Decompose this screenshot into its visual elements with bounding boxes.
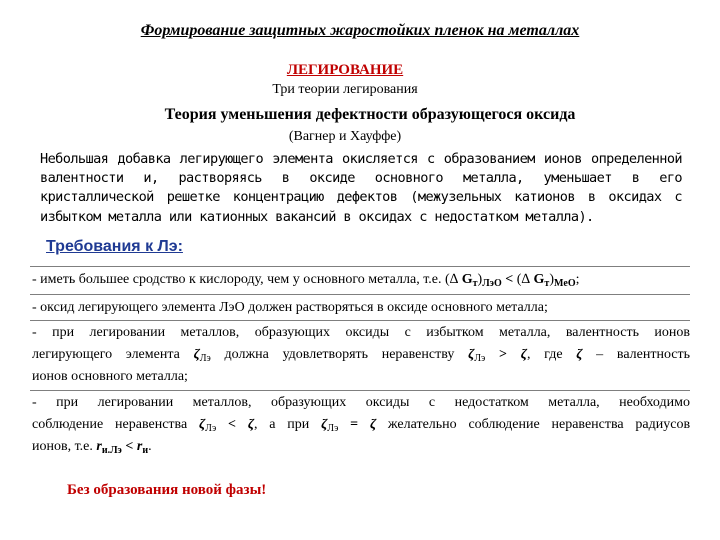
requirements-heading: Требования к Лэ:: [46, 238, 183, 255]
authors: (Вагнер и Хауффе): [288, 129, 402, 144]
theory-paragraph: Небольшая добавка легирующего элемента окисляется с образованием ионов определенной валентности и, растворяясь в оксиде основного металла, уменьшает в его кристаллической решетке концентрацию дефектов (межузельных катионов в оксидах с избытком металла или катионных вакансий в оксидах с недостатком металла).: [40, 151, 682, 225]
theory-title: Теория уменьшения дефектности образующегося оксида: [164, 106, 576, 123]
subtitle: Три теории легирования: [272, 82, 418, 97]
divider: [30, 266, 690, 267]
section-heading: ЛЕГИРОВАНИЕ: [286, 62, 404, 78]
requirement-4: - при легировании металлов, образующих оксиды с недостатком металла, необходимо соблюдение неравенства $\zeta_{Лэ} < \zeta$, а при $\zeta_{Лэ} = \zeta$ желательно соблюдение неравенства радиусов ионов, т.е. $r_{и.Лэ} < r_и$.: [32, 395, 691, 456]
divider: [30, 320, 690, 321]
requirement-3: - при легировании металлов, образующих оксиды с избытком металла, валентность ионов легирующего элемента $\zeta_{Лэ}$ должна удовлетворять неравенству $\zeta_{Лэ} > \zeta$, где ζ – валентность ионов основного металла;: [32, 325, 691, 384]
page-title: Формирование защитных жаростойких пленок на металлах: [140, 22, 580, 39]
requirement-1: - иметь большее сродство к кислороду, чем у основного металла, т.е. (∆ $G_т)_{ЛэO}$ < (∆ $G_т)_{MeO}$;: [32, 272, 580, 289]
conclusion: Без образования новой фазы!: [67, 482, 267, 498]
divider: [30, 390, 690, 391]
divider: [30, 294, 690, 295]
requirement-2: - оксид легирующего элемента ЛэO должен растворяться в оксиде основного металла;: [32, 300, 548, 315]
